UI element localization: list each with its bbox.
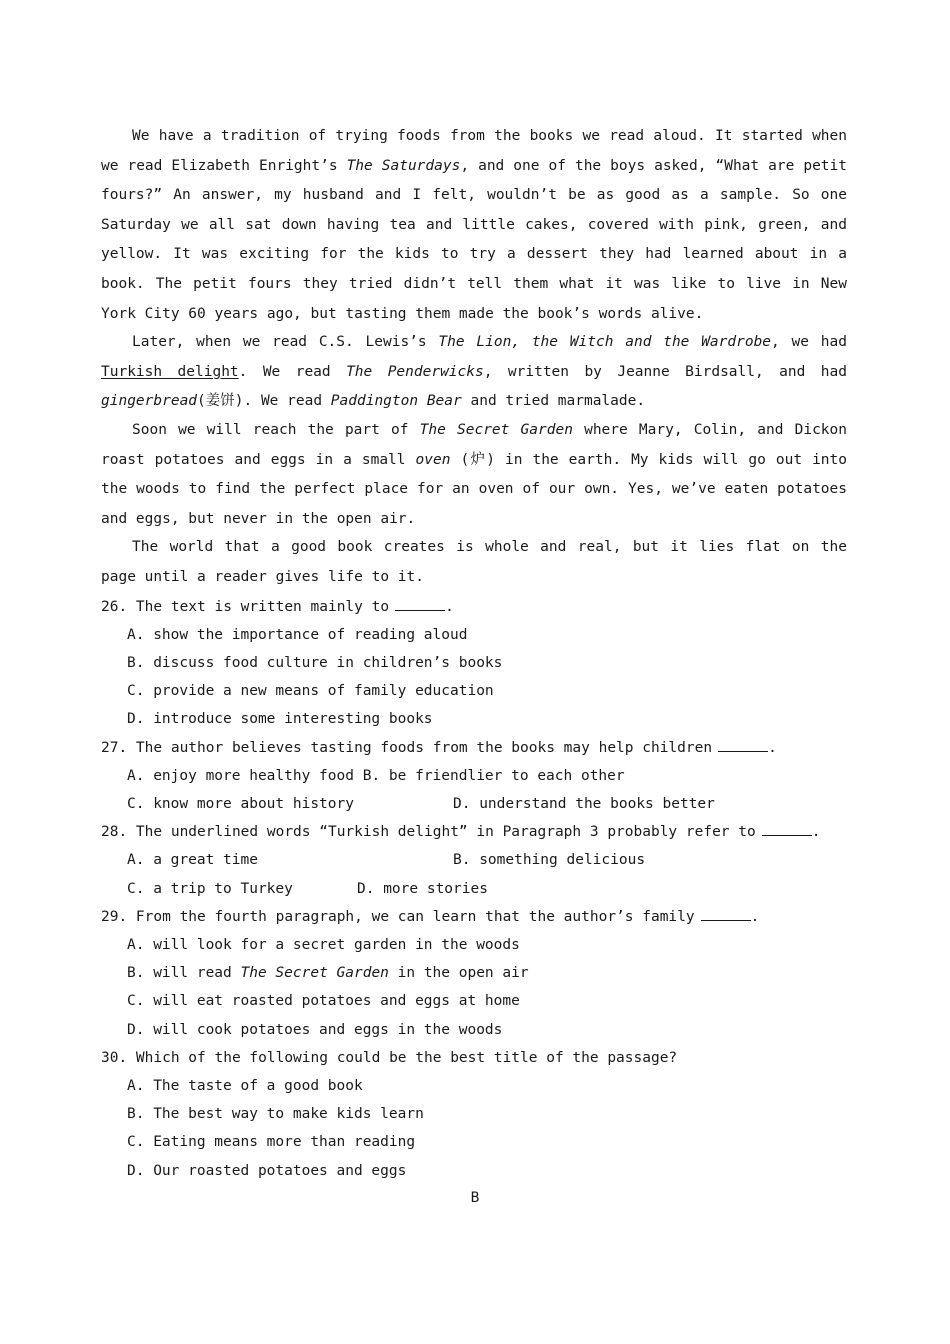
paragraph-1 [101,122,847,329]
text: where Mary, Colin, and Dickon roast potatoes and eggs in a small [101,421,847,468]
options-row [101,875,847,903]
question-30 [101,1044,847,1185]
options-row [101,762,847,790]
question-29 [101,903,847,1044]
option-d: D. Our roasted potatoes and eggs [127,1162,407,1179]
book-title: The Penderwicks [346,363,484,380]
stem-end: . [445,598,454,615]
answer-blank [718,738,768,752]
option-a: A. will look for a secret garden in the woods [127,936,520,953]
options-row [101,790,847,818]
option-a: A. The taste of a good book [127,1077,363,1094]
option-text: in the open air [388,965,529,982]
option-c: C. Eating means more than reading [127,1134,416,1151]
text: . We read [238,363,347,380]
stem-end: . [750,908,760,925]
stem-end: . [811,824,821,841]
option-b: B. discuss food culture in children’s books [127,654,503,671]
paragraph-3 [101,416,847,534]
text: (姜饼). We read [197,393,331,410]
option-c: C. a trip to Turkey [127,880,293,897]
exam-page [101,122,847,1185]
stem-end: . [768,739,777,756]
paragraph-4: The world that a good book creates is whole and real, but it lies flat on the page until a reader gives life to it. [101,539,847,585]
underlined-phrase: Turkish delight [101,363,239,380]
stem-text: 27. The author believes tasting foods from the books may help children [101,739,713,756]
text: We have a tradition of trying foods from the books we read aloud. It started when we read Elizabeth Enright’s [101,128,847,174]
option-b: B. be friendlier to each other [362,767,625,784]
option-c: C. will eat roasted potatoes and eggs at home [127,993,520,1010]
book-title: The Saturdays [346,157,461,174]
text: , and one of the boys asked, “What are petit fours?” An answer, my husband and I felt, wouldn’t be as good as a sample. So one Saturday we all sat down having tea and little cakes, covered with pink, green, and yellow. It was exciting for the kids to try a dessert they had learned about in a book. The petit fours they tried didn’t tell them what it was like to live in New York City 60 years ago, but tasting them made the book’s words alive. [101,157,847,322]
option-a: A. enjoy more healthy food [127,767,354,784]
option-c: C. provide a new means of family education [127,683,494,700]
question-26 [101,593,847,734]
text: (炉) in the earth. My kids will go out into the woods to find the perfect place for an oven of our own. Yes, we’ve eaten potatoes and eggs, but never in the open air. [101,451,847,527]
answer-blank [395,597,445,611]
book-title: Paddington Bear [330,393,462,410]
book-title: The Secret Garden [419,421,573,438]
italic-word: oven [415,451,451,468]
option-b: B. something delicious [453,852,646,869]
text: , we had [771,334,847,351]
option-a: A. show the importance of reading aloud [127,626,468,643]
question-stem [101,903,847,931]
question-stem [101,734,847,762]
question-28 [101,818,847,903]
answer-blank [762,822,812,836]
question-stem: 30. Which of the following could be the best title of the passage? [101,1049,678,1066]
text: and tried marmalade. [461,393,646,410]
question-stem [101,593,847,621]
option-a: A. a great time [127,852,258,869]
book-title: The Lion, the Witch and the Wardrobe [438,334,772,351]
option-d: D. will cook potatoes and eggs in the woods [127,1021,503,1038]
option-d: D. more stories [357,880,488,897]
question-27 [101,734,847,819]
option-d: D. introduce some interesting books [127,711,433,728]
option-d: D. understand the books better [453,795,715,812]
answer-blank [701,907,751,921]
text: Soon we will reach the part of [132,421,420,438]
option-text: B. will read [127,965,241,982]
section-label: B [470,1190,480,1206]
option-c: C. know more about history [127,795,354,812]
stem-text: 26. The text is written mainly to [101,598,390,615]
book-title: The Secret Garden [240,965,389,982]
option-b [101,959,847,987]
option-b: B. The best way to make kids learn [127,1106,424,1123]
paragraph-2 [101,328,847,417]
stem-text: 28. The underlined words “Turkish delight” in Paragraph 3 probably refer to [101,824,756,841]
question-stem [101,818,847,846]
options-row [101,846,847,874]
text: Later, when we read C.S. Lewis’s [132,334,439,351]
stem-text: 29. From the fourth paragraph, we can learn that the author’s family [101,908,695,925]
italic-word: gingerbread [101,393,198,410]
text: , written by Jeanne Birdsall, and had [483,363,847,380]
